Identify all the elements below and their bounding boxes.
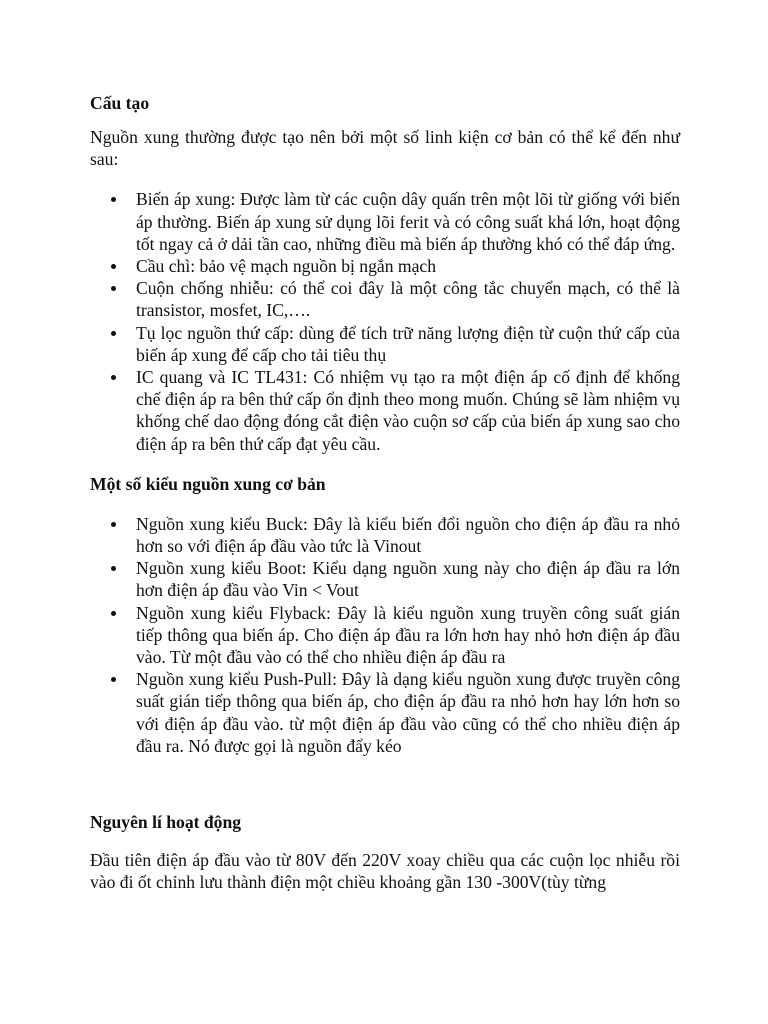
types-list (90, 513, 680, 757)
section-intro-structure: Nguồn xung thường được tạo nên bởi một số linh kiện cơ bản có thể kể đến như sau: (90, 127, 680, 170)
section-heading-types: Một số kiểu nguồn xung cơ bản (90, 473, 326, 494)
list-item: Nguồn xung kiểu Push-Pull: Đây là dạng kiểu nguồn xung được truyền công suất gián tiếp thông qua biến áp, cho điện áp đầu ra nhỏ hơn hay lớn hơn so với điện áp đầu vào. từ một điện áp đầu vào cũng có thể cho nhiều điện áp đầu ra. Nó được gọi là nguồn đẩy kéo (90, 668, 680, 757)
section-heading-structure: Cấu tạo (90, 93, 150, 113)
list-item: Cuộn chống nhiễu: có thể coi đây là một công tắc chuyển mạch, có thể là transistor, mosfet, IC,…. (90, 277, 680, 321)
section-intro-principle: Đầu tiên điện áp đầu vào từ 80V đến 220V xoay chiều qua các cuộn lọc nhiễu rồi vào đi ốt chỉnh lưu thành điện một chiều khoảng gần 130 -300V(tùy từng (90, 850, 680, 893)
list-item: Nguồn xung kiểu Buck: Đây là kiểu biến đổi nguồn cho điện áp đầu ra nhỏ hơn so với điện áp đầu vào tức là Vinout (90, 513, 680, 557)
list-item: Biến áp xung: Được làm từ các cuộn dây quấn trên một lõi từ giống với biến áp thường. Biến áp xung sử dụng lõi ferit và có công suất khá lớn, hoạt động tốt ngay cả ở dải tần cao, những điều mà biến áp thường khó có thể đáp ứng. (90, 188, 680, 255)
section-heading-principle: Nguyên lí hoạt động (90, 812, 242, 833)
list-item: Nguồn xung kiểu Flyback: Đây là kiểu nguồn xung truyền công suất gián tiếp thông qua biến áp. Cho điện áp đầu ra lớn hơn hay nhỏ hơn điện áp đầu vào. Từ một đầu vào có thể cho nhiều điện áp đầu ra (90, 602, 680, 669)
document-body (90, 92, 680, 893)
list-item: Tụ lọc nguồn thứ cấp: dùng để tích trữ năng lượng điện từ cuộn thứ cấp của biến áp xung để cấp cho tải tiêu thụ (90, 322, 680, 366)
list-item: IC quang và IC TL431: Có nhiệm vụ tạo ra một điện áp cố định để khống chế điện áp ra bên thứ cấp ổn định theo mong muốn. Chúng sẽ làm nhiệm vụ khống chế dao động đóng cắt điện vào cuộn sơ cấp của biến áp xung sao cho điện áp ra bên thứ cấp đạt yêu cầu. (90, 366, 680, 455)
list-item: Cầu chì: bảo vệ mạch nguồn bị ngắn mạch (90, 255, 680, 277)
component-list (90, 188, 680, 454)
list-item: Nguồn xung kiểu Boot: Kiểu dạng nguồn xung này cho điện áp đầu ra lớn hơn điện áp đầu vào Vin < Vout (90, 557, 680, 601)
